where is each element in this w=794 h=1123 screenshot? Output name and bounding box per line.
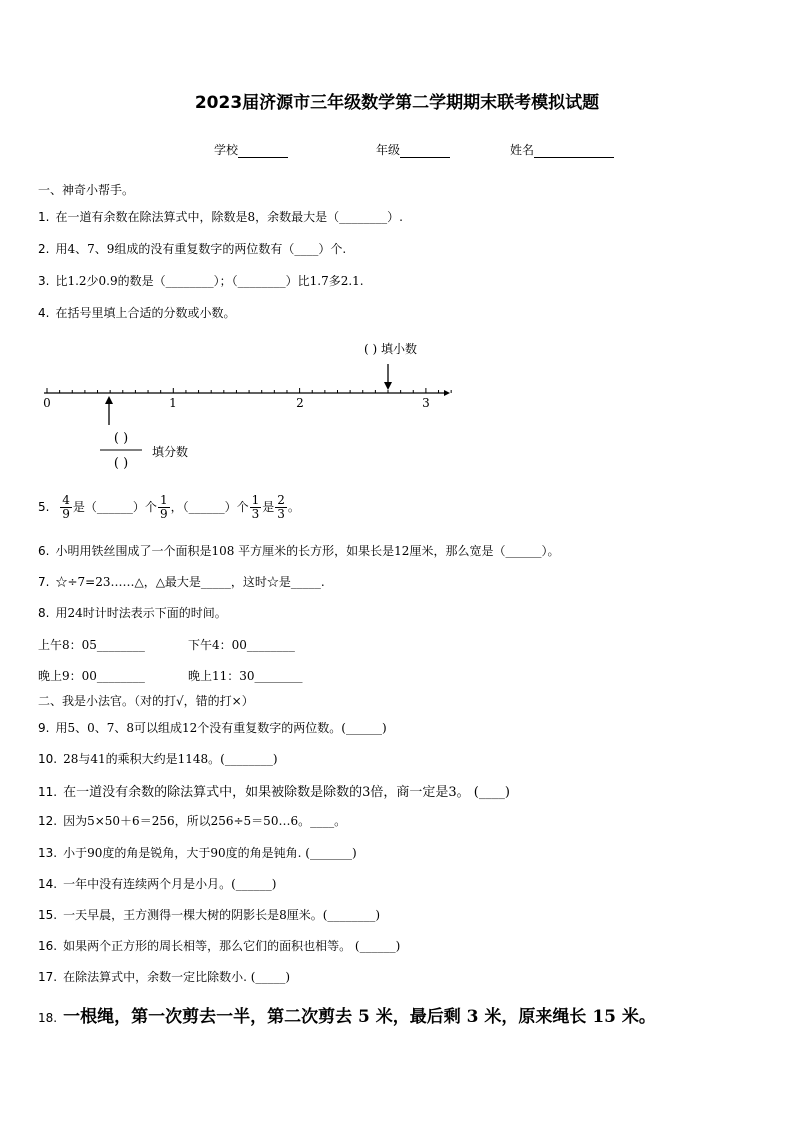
question-text: 小于90度的角是锐角，大于90度的角是钝角. (_______) [63, 846, 357, 860]
question-16 [38, 937, 400, 954]
decimal-arrow-head [384, 382, 392, 390]
question-text: 在括号里填上合适的分数或小数。 [55, 306, 236, 320]
name-field [510, 141, 614, 158]
question-number: 6. [38, 544, 50, 558]
question-number: 4. [38, 306, 50, 320]
question-7 [38, 573, 325, 590]
question-8 [38, 604, 227, 621]
question-text: 。 [287, 500, 300, 514]
school-label: 学校 [214, 143, 239, 157]
question-text: 在一道没有余数的除法算式中，如果被除数是除数的3倍，商一定是3。 (____) [63, 785, 510, 800]
question-15 [38, 906, 380, 923]
question-2 [38, 240, 346, 257]
question-text: 一年中没有连续两个月是小月。(______) [63, 877, 277, 891]
question-6 [38, 542, 559, 559]
question-number: 10. [38, 752, 58, 766]
name-blank[interactable] [534, 143, 614, 158]
question-number: 5. [38, 500, 50, 514]
fraction-answer-label: 填分数 [152, 445, 189, 459]
question-text: 在一道有余数在除法算式中，除数是8，余数最大是（________）. [55, 210, 403, 224]
denominator: 9 [62, 507, 70, 521]
question-number: 7. [38, 575, 50, 589]
question-text: 一根绳，第一次剪去一半，第二次剪去 5 米，最后剩 3 米，原来绳长 15 米。 [63, 1007, 656, 1027]
question-text: 是（______）个 [72, 500, 157, 514]
section-one-heading: 一、神奇小帮手。 [38, 183, 135, 197]
tick-label-1: 1 [169, 396, 177, 410]
number-line-figure [30, 336, 470, 486]
tick-label-2: 2 [296, 396, 304, 410]
denominator: 9 [159, 507, 168, 521]
question-number: 13. [38, 846, 58, 860]
question-text: ，（______）个 [170, 500, 249, 514]
grade-label: 年级 [376, 143, 401, 157]
fraction-1-3 [250, 494, 262, 521]
question-number: 8. [38, 606, 50, 620]
school-blank[interactable] [238, 143, 288, 158]
fraction-2-3 [275, 494, 287, 521]
question-text: 是 [262, 500, 275, 514]
name-label: 姓名 [510, 143, 535, 157]
school-field [214, 141, 288, 158]
question-4 [38, 304, 235, 321]
question-18 [38, 1002, 656, 1027]
tick-label-3: 3 [422, 396, 430, 410]
decimal-answer-label: ( ) 填小数 [364, 342, 417, 356]
numerator: 1 [251, 493, 260, 507]
question-number: 18. [38, 1011, 58, 1025]
question-number: 12. [38, 814, 58, 828]
question-number: 1. [38, 210, 50, 224]
question-text: 一天早晨，王方测得一棵大树的阴影长是8厘米。(________) [63, 908, 381, 922]
question-text: 用24时计时法表示下面的时间。 [55, 606, 227, 620]
fraction-1-9 [158, 494, 170, 521]
tick-label-0: 0 [43, 396, 51, 410]
time-item-1: 上午8：05________ [38, 638, 145, 652]
question-number: 14. [38, 877, 58, 891]
question-5 [38, 494, 300, 521]
question-text: 28与41的乘积大约是1148。(________) [63, 752, 278, 766]
numerator: 2 [277, 493, 285, 507]
question-17 [38, 968, 290, 985]
time-item-4: 晚上11：30________ [188, 669, 303, 683]
question-number: 3. [38, 274, 50, 288]
question-3 [38, 272, 364, 289]
time-item-3: 晚上9：00________ [38, 669, 145, 683]
question-number: 16. [38, 939, 58, 953]
question-text: 用4、7、9组成的没有重复数字的两位数有（____）个. [55, 242, 347, 256]
question-text: 如果两个正方形的周长相等，那么它们的面积也相等。 (______) [63, 939, 401, 953]
page-title: 2023届济源市三年级数学第二学期期末联考模拟试题 [194, 93, 600, 113]
section-two-heading: 二、我是小法官。（对的打√，错的打×） [38, 694, 254, 708]
question-text: ☆÷7=23……△，△最大是_____，这时☆是_____. [55, 575, 325, 589]
grade-field [376, 141, 450, 158]
question-text: 因为5×50＋6＝256，所以256÷5＝50…6。____。 [63, 814, 347, 828]
fraction-4-9 [60, 494, 72, 521]
fraction-denominator-blank[interactable]: ( ) [113, 456, 129, 471]
fraction-arrow-head [105, 396, 113, 404]
axis-arrowhead [444, 390, 450, 396]
question-11 [38, 781, 510, 800]
grade-blank[interactable] [400, 143, 450, 158]
question-text: 在除法算式中，余数一定比除数小. (_____) [63, 970, 291, 984]
tick-marks [47, 388, 451, 393]
question-14 [38, 875, 276, 892]
question-12 [38, 812, 346, 829]
question-number: 17. [38, 970, 58, 984]
question-text: 用5、0、7、8可以组成12个没有重复数字的两位数。(______) [55, 721, 387, 735]
question-10 [38, 750, 278, 767]
question-number: 2. [38, 242, 50, 256]
question-number: 9. [38, 721, 50, 735]
question-number: 15. [38, 908, 58, 922]
question-text: 比1.2少0.9的数是（________）；（________）比1.7多2.1. [55, 274, 364, 288]
denominator: 3 [277, 507, 285, 521]
question-9 [38, 719, 387, 736]
numerator: 1 [159, 493, 168, 507]
question-text: 小明用铁丝围成了一个面积是108 平方厘米的长方形，如果长是12厘米，那么宽是（______）。 [55, 544, 560, 558]
question-1 [38, 208, 403, 225]
time-item-2: 下午4：00________ [188, 638, 295, 652]
question-13 [38, 844, 357, 861]
question-number: 11. [38, 785, 58, 799]
denominator: 3 [251, 507, 260, 521]
fraction-numerator-blank[interactable]: ( ) [113, 431, 129, 446]
numerator: 4 [62, 493, 70, 507]
